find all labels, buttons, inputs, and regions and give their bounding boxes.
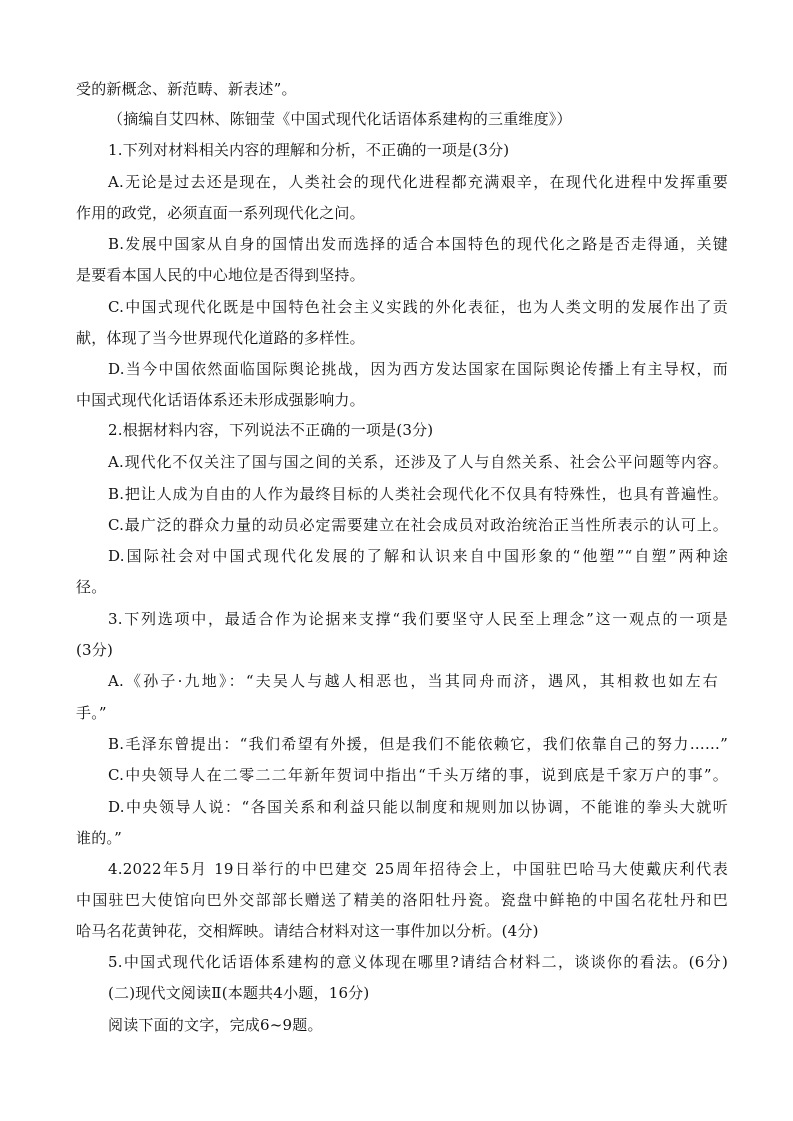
question-3-option-a-cont: 手。” bbox=[76, 704, 107, 722]
question-4-stem-cont: 中国驻巴大使馆向巴外交部部长赠送了精美的洛阳牡丹瓷。瓷盘中鲜艳的中国名花牡丹和巴 bbox=[76, 891, 728, 909]
question-2-option-b: B.把让人成为自由的人作为最终目标的人类社会现代化不仅具有特殊性，也具有普遍性。 bbox=[108, 485, 728, 503]
question-3-option-c: C.中央领导人在二零二二年新年贺词中指出“千头万绪的事，说到底是千家万户的事”。 bbox=[108, 766, 728, 784]
question-3-option-a: A.《孙子·九地》：“夫吴人与越人相恶也，当其同舟而济，遇风，其相救也如左右 bbox=[108, 672, 718, 690]
question-3-option-b: B.毛泽东曾提出：“我们希望有外援，但是我们不能依赖它，我们依靠自己的努力……” bbox=[108, 735, 728, 753]
question-3-stem-cont: (3分) bbox=[76, 641, 114, 659]
question-3-stem: 3.下列选项中，最适合作为论据来支撑“我们要坚守人民至上理念”这一观点的一项是 bbox=[108, 610, 728, 628]
question-2-option-a: A.现代化不仅关注了国与国之间的关系，还涉及了人与自然关系、社会公平问题等内容。 bbox=[108, 453, 728, 471]
question-2-option-d-cont: 径。 bbox=[76, 578, 107, 596]
source-citation: （摘编自艾四林、陈钿莹《中国式现代化话语体系建构的三重维度》） bbox=[108, 110, 572, 128]
section-heading: (二)现代文阅读Ⅱ(本题共4小题，16分) bbox=[108, 984, 370, 1002]
question-2-option-c: C.最广泛的群众力量的动员必定需要建立在社会成员对政治统治正当性所表示的认可上。 bbox=[108, 516, 728, 534]
question-5-stem: 5.中国式现代化话语体系建构的意义体现在哪里?请结合材料二，谈谈你的看法。(6分) bbox=[108, 953, 728, 971]
question-3-option-d: D.中央领导人说：“各国关系和利益只能以制度和规则加以协调，不能谁的拳头大就听 bbox=[108, 798, 728, 816]
question-4-stem: 4.2022年5月 19日举行的中巴建交 25周年招待会上，中国驻巴哈马大使戴庆利代表 bbox=[108, 860, 728, 878]
reading-instruction: 阅读下面的文字，完成6~9题。 bbox=[108, 1016, 323, 1034]
question-4-stem-end: 哈马名花黄钟花，交相辉映。请结合材料对这一事件加以分析。(4分) bbox=[76, 922, 539, 940]
question-1-option-c-cont: 献，体现了当今世界现代化道路的多样性。 bbox=[76, 329, 365, 347]
question-1-option-c: C.中国式现代化既是中国特色社会主义实践的外化表征，也为人类文明的发展作出了贡 bbox=[108, 298, 728, 316]
question-1-option-b-cont: 是要看本国人民的中心地位是否得到坚持。 bbox=[76, 266, 365, 284]
question-1-option-d: D.当今中国依然面临国际舆论挑战，因为西方发达国家在国际舆论传播上有主导权，而 bbox=[108, 360, 728, 378]
question-1-option-a-cont: 作用的政党，必须直面一系列现代化之问。 bbox=[76, 204, 365, 222]
question-1-stem: 1.下列对材料相关内容的理解和分析，不正确的一项是(3分) bbox=[108, 141, 510, 159]
question-1-option-d-cont: 中国式现代化话语体系还未形成强影响力。 bbox=[76, 391, 365, 409]
question-1-option-a: A.无论是过去还是现在，人类社会的现代化进程都充满艰辛，在现代化进程中发挥重要 bbox=[108, 173, 728, 191]
text-line: 受的新概念、新范畴、新表述”。 bbox=[76, 80, 297, 98]
question-1-option-b: B.发展中国家从自身的国情出发而选择的适合本国特色的现代化之路是否走得通，关键 bbox=[108, 235, 728, 253]
question-2-stem: 2.根据材料内容，下列说法不正确的一项是(3分) bbox=[108, 421, 434, 439]
question-2-option-d: D.国际社会对中国式现代化发展的了解和认识来自中国形象的“他塑”“自塑”两种途 bbox=[108, 547, 728, 565]
question-3-option-d-cont: 谁的。” bbox=[76, 829, 122, 847]
